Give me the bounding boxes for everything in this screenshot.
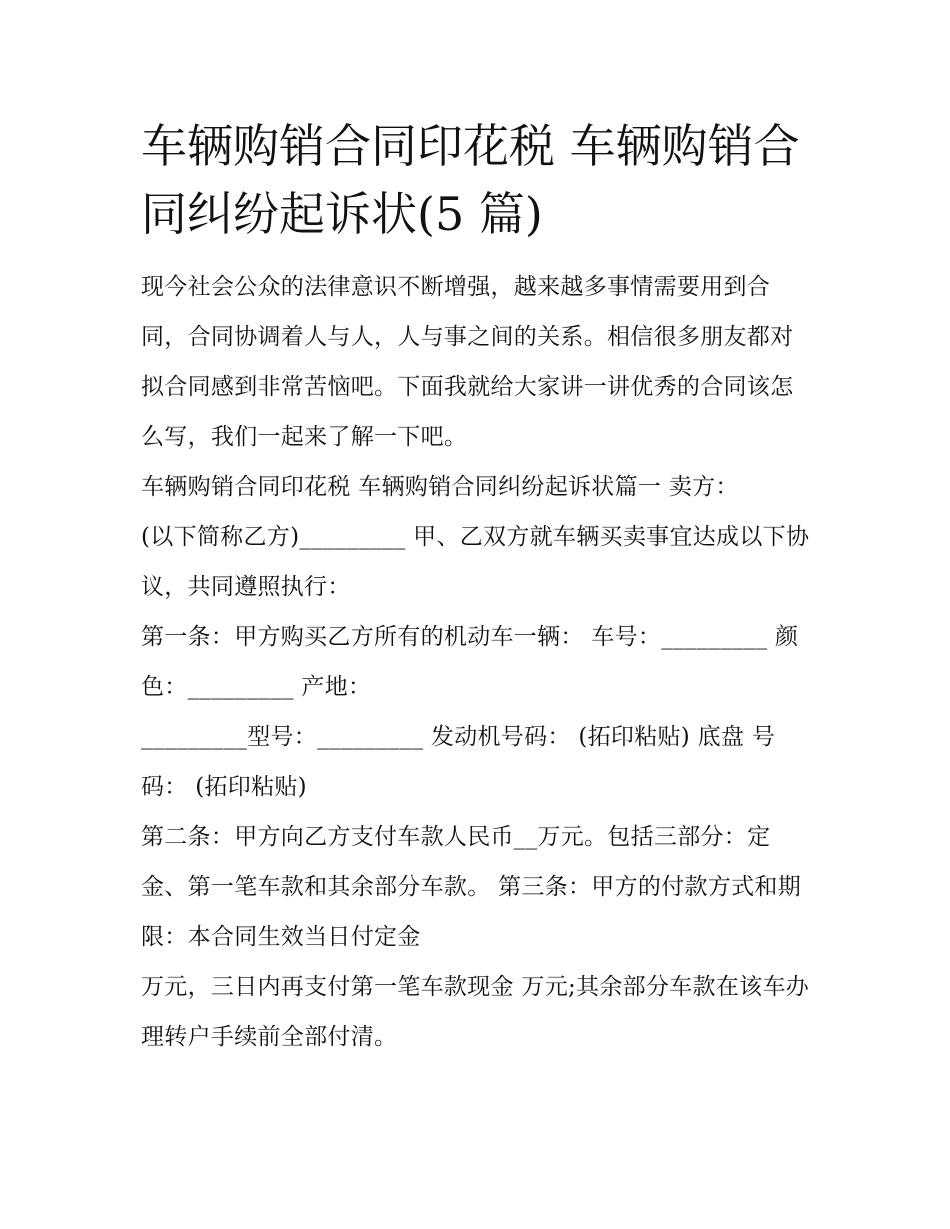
paragraph-intro: 现今社会公众的法律意识不断增强，越来越多事情需要用到合同，合同协调着人与人，人与事之间的关系。相信很多朋友都对拟合同感到非常苦恼吧。下面我就给大家讲一讲优秀的合同该怎么写，我们一起来了解一下吧。 <box>141 274 794 450</box>
paragraph-article-two-three: 第二条：甲方向乙方支付车款人民币__万元。包括三部分：定金、第一笔车款和其余部分车款。 第三条：甲方的付款方式和期限：本合同生效当日付定金 <box>141 824 802 950</box>
document-body <box>141 112 813 1062</box>
paragraph-seller: 车辆购销合同印花税 车辆购销合同纠纷起诉状篇一 卖方： <box>141 474 739 500</box>
document-title: 车辆购销合同印花税 车辆购销合同纠纷起诉状(5 篇) <box>141 119 800 241</box>
paragraph-agreement: (以下简称乙方)_________ 甲、乙双方就车辆买卖事宜达成以下协议，共同遵照执行： <box>141 524 810 600</box>
paragraph-vehicle-details: _________型号：_________ 发动机号码： (拓印粘贴) 底盘 号码： (拓印粘贴) <box>141 724 776 800</box>
paragraph-payment-terms: 万元，三日内再支付第一笔车款现金 万元;其余部分车款在该车办理转户手续前全部付清。 <box>141 974 810 1050</box>
paragraph-article-one: 第一条：甲方购买乙方所有的机动车一辆： 车号：_________ 颜色：_________ 产地： <box>141 624 799 700</box>
